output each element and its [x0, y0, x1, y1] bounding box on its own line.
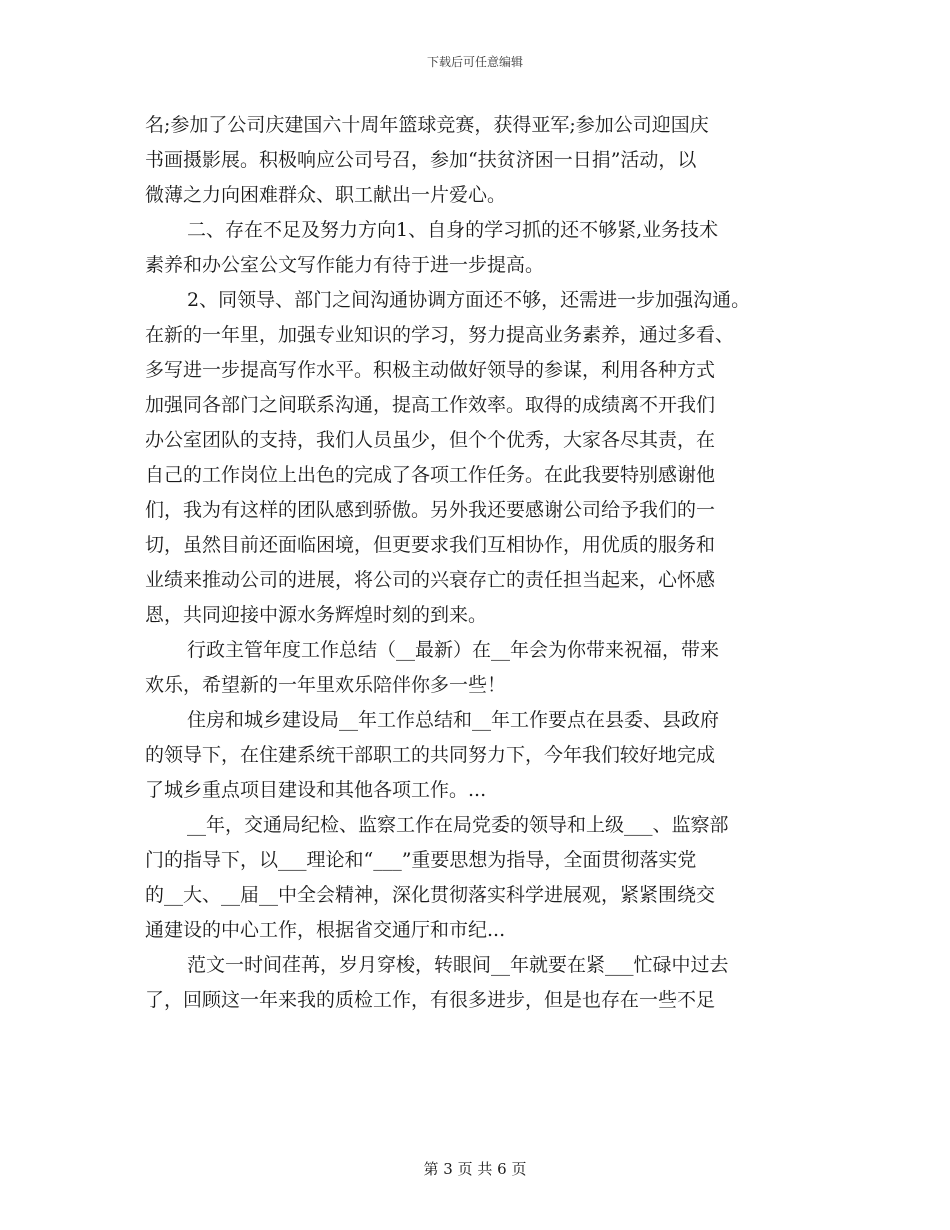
text-line: 书画摄影展。积极响应公司号召，参加“扶贫济困一日捐”活动，以: [145, 149, 697, 171]
paragraph-1: [145, 108, 835, 213]
text-line: 了城乡重点项目建设和其他各项工作。...: [145, 779, 487, 801]
text-line: 行政主管年度工作总结（__最新）在__年会为你带来祝福，带来: [187, 639, 720, 661]
text-line: 们，我为有这样的团队感到骄傲。另外我还要感谢公司给予我们的一: [145, 499, 716, 521]
text-line: 范文一时间荏苒，岁月穿梭，转眼间__年就要在紧___忙碌中过去: [187, 954, 729, 976]
text-line: 多写进一步提高写作水平。积极主动做好领导的参谋，利用各种方式: [145, 359, 716, 381]
text-line: 欢乐，希望新的一年里欢乐陪伴你多一些！: [145, 674, 507, 696]
text-line: 切，虽然目前还面临困境，但更要求我们互相协作，用优质的服务和: [145, 534, 716, 556]
text-line: 名;参加了公司庆建国六十周年篮球竞赛，获得亚军;参加公司迎国庆: [145, 114, 709, 136]
text-line: __年，交通局纪检、监察工作在局党委的领导和上级___、监察部: [187, 814, 729, 836]
text-line: 的领导下，在住建系统干部职工的共同努力下，今年我们较好地完成: [145, 744, 716, 766]
text-line: 业绩来推动公司的进展，将公司的兴衰存亡的责任担当起来，心怀感: [145, 569, 716, 591]
paragraph-4: [145, 633, 835, 703]
paragraph-5: [145, 703, 835, 808]
text-line: 微薄之力向困难群众、职工献出一片爱心。: [145, 184, 507, 206]
text-line: 通建设的中心工作，根据省交通厅和市纪...: [145, 919, 506, 941]
paragraph-2: [145, 213, 835, 283]
text-line: 恩，共同迎接中源水务辉煌时刻的到来。: [145, 604, 488, 626]
text-line: 加强同各部门之间联系沟通，提高工作效率。取得的成绩离不开我们: [145, 394, 716, 416]
text-line: 的__大、__届__中全会精神，深化贯彻落实科学进展观，紧紧围绕交: [145, 884, 716, 906]
document-body: [145, 108, 835, 1018]
paragraph-6: [145, 808, 835, 948]
text-line: 素养和办公室公文写作能力有待于进一步提高。: [145, 254, 545, 276]
text-line: 住房和城乡建设局__年工作总结和__年工作要点在县委、县政府: [187, 709, 720, 731]
text-line: 了，回顾这一年来我的质检工作，有很多进步，但是也存在一些不足: [145, 989, 716, 1011]
text-line: 二、存在不足及努力方向1、自身的学习抓的还不够紧,业务技术: [187, 219, 719, 241]
text-line: 自己的工作岗位上出色的完成了各项工作任务。在此我要特别感谢他: [145, 464, 716, 486]
text-line: 在新的一年里，加强专业知识的学习，努力提高业务素养，通过多看、: [145, 324, 735, 346]
paragraph-7: [145, 948, 835, 1018]
page-footer: 第 3 页 共 6 页: [423, 1160, 527, 1178]
page-header: 下载后可任意编辑: [426, 55, 523, 69]
text-line: 办公室团队的支持，我们人员虽少，但个个优秀，大家各尽其责，在: [145, 429, 716, 451]
text-line: 门的指导下，以___理论和“___”重要思想为指导，全面贯彻落实党: [145, 849, 697, 871]
text-line: 2、同领导、部门之间沟通协调方面还不够，还需进一步加强沟通。: [187, 289, 751, 311]
paragraph-3: [145, 283, 835, 633]
